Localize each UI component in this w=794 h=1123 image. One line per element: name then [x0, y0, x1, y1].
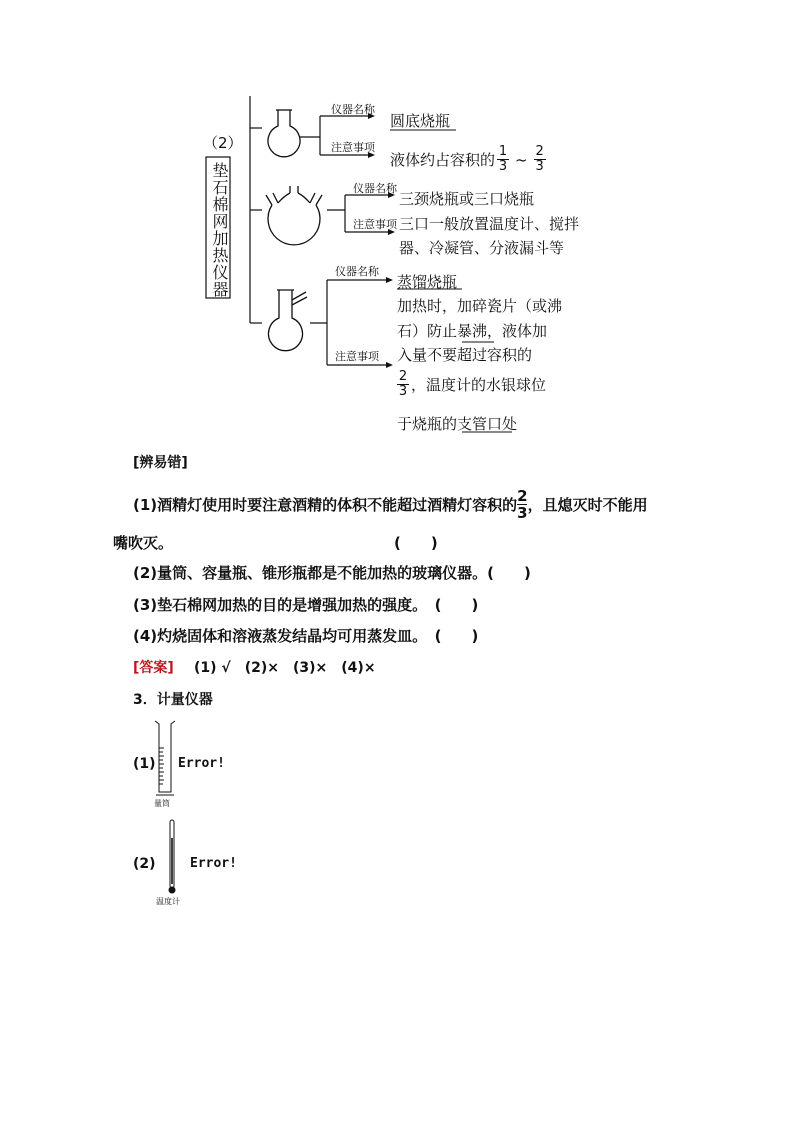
question-3: (3)垫石棉网加热的目的是增强加热的强度。 ( ): [133, 596, 479, 614]
question-1-line1: (1)酒精灯使用时要注意酒精的体积不能超过酒精灯容积的 $\frac{2}{3}$ ，且熄灭时不能用: [133, 487, 648, 522]
question-1-paren[interactable]: ( ): [394, 534, 438, 552]
item1-error: Error!: [178, 756, 225, 771]
item1-note: 液体约占容积的 $\frac{1}{3}$ ~ $\frac{2}{3}$: [390, 144, 544, 174]
item1-name-value: 圆底烧瓶: [390, 112, 451, 130]
item1-label: (1): [133, 756, 156, 772]
question-1-line2: 嘴吹灭。: [113, 534, 174, 552]
item2-caption: 温度计: [156, 897, 180, 906]
item3-note-tag: 注意事项: [335, 350, 379, 363]
item2-name-tag: 仪器名称: [353, 182, 397, 195]
item2-label: (2): [133, 856, 156, 872]
item2-name-value: 三颈烧瓶或三口烧瓶: [399, 190, 535, 208]
item1-caption: 量筒: [154, 799, 170, 808]
three-neck-flask-icon: [266, 186, 322, 245]
item2-note-line1: 三口一般放置温度计、搅拌: [399, 215, 580, 233]
item3-note-line2: 石）防止暴沸，液体加: [397, 322, 548, 340]
item3-name-value: 蒸馏烧瓶: [397, 273, 458, 291]
group-title: 垫石棉网加热仪器: [210, 162, 229, 298]
fraction-two-thirds-q1: $\frac{2}{3}$: [517, 487, 528, 522]
question-4: (4)灼烧固体和溶液蒸发结晶均可用蒸发皿。 ( ): [133, 627, 479, 645]
item2-error: Error!: [190, 856, 237, 871]
item3-note-line3: 入量不要超过容积的: [397, 346, 533, 364]
round-bottom-flask-icon: [268, 110, 300, 157]
question-2: (2)量筒、容量瓶、锥形瓶都是不能加热的玻璃仪器。( ): [133, 564, 531, 582]
item3-name-tag: 仪器名称: [335, 265, 379, 278]
answer-text: (1) √ (2)× (3)× (4)×: [194, 660, 376, 676]
item3-note-line4: $\frac{2}{3}$ ，温度计的水银球位: [398, 369, 547, 399]
graduated-cylinder-icon: [153, 718, 179, 800]
item1-name-tag: 仪器名称: [331, 103, 375, 116]
bianyicuo-heading: [辨易错]: [133, 455, 188, 471]
fraction-two-thirds-b: $\frac{2}{3}$: [398, 369, 408, 399]
item1-note-tag: 注意事项: [331, 141, 375, 154]
fraction-one-third: $\frac{1}{3}$: [498, 144, 508, 174]
section-label: （2）: [203, 134, 243, 152]
section3-heading: 3．计量仪器: [133, 692, 213, 708]
answer-label: [答案]: [133, 660, 174, 676]
item3-note-line1: 加热时，加碎瓷片（或沸: [397, 297, 563, 315]
thermometer-icon: [165, 818, 179, 896]
item3-note-line5: 于烧瓶的支管口处: [397, 415, 518, 433]
fraction-two-thirds: $\frac{2}{3}$: [535, 144, 544, 174]
distillation-flask-icon: [269, 290, 308, 351]
item2-note-line2: 器、冷凝管、分液漏斗等: [399, 239, 565, 257]
item2-note-tag: 注意事项: [353, 218, 397, 231]
